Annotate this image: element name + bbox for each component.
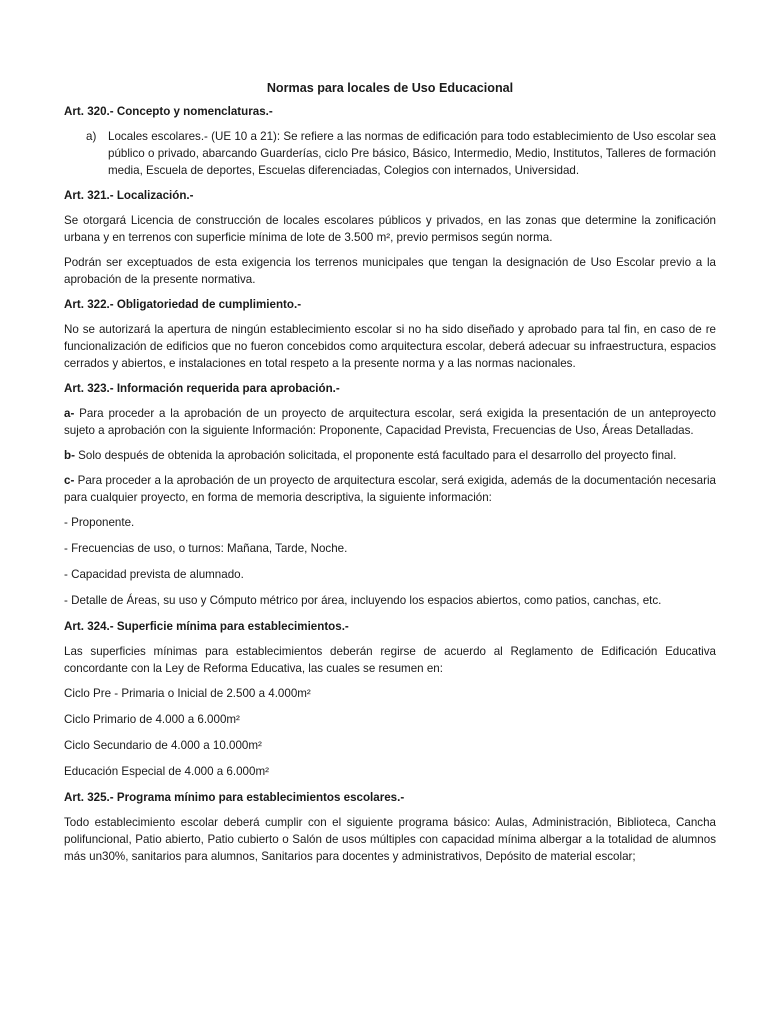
art-323-paragraph-c (64, 472, 716, 506)
clause-label-b: b- (64, 449, 75, 462)
info-item-areas: - Detalle de Áreas, su uso y Cómputo métrico por área, incluyendo los espacios abiertos, como patios, canchas, etc. (64, 594, 662, 607)
range-pre-primaria: Ciclo Pre - Primaria o Inicial de 2.500 a 4.000m² (64, 687, 311, 700)
range-educacion-especial: Educación Especial de 4.000 a 6.000m² (64, 765, 269, 778)
info-item-capacidad: - Capacidad prevista de alumnado. (64, 568, 244, 581)
art-325-heading: Art. 325.- Programa mínimo para establecimientos escolares.- (64, 791, 405, 804)
art-324-heading: Art. 324.- Superficie mínima para establecimientos.- (64, 620, 349, 633)
clause-text-a: Para proceder a la aprobación de un proyecto de arquitectura escolar, será exigida la presentación de un anteproyecto sujeto a aprobación con la siguiente Información: Proponente, Capacidad Prevista, Frecuencias de Uso, Áreas Detalladas. (64, 407, 716, 437)
range-secundario: Ciclo Secundario de 4.000 a 10.000m² (64, 739, 262, 752)
list-marker: a) (86, 130, 97, 143)
clause-text-c: Para proceder a la aprobación de un proyecto de arquitectura escolar, será exigida, además de la documentación necesaria para cualquier proyecto, en forma de memoria descriptiva, la siguiente información: (64, 474, 716, 504)
art-321-paragraph-2: Podrán ser exceptuados de esta exigencia los terrenos municipales que tengan la designación de Uso Escolar previo a la aprobación de la presente normativa. (64, 256, 716, 286)
art-323-paragraph-a (64, 405, 716, 439)
art-322-paragraph-1: No se autorizará la apertura de ningún establecimiento escolar si no ha sido diseñado y aprobado para tal fin, en caso de re funcionalización de edificios que no fueron concebidos como arquitectura escolar, deberá adecuar su infraestructura, espacios cerrados y abiertos, e instalaciones en total respeto a la presente norma y a las normas nacionales. (64, 323, 716, 370)
art-324-paragraph-1: Las superficies mínimas para establecimientos deberán regirse de acuerdo al Reglamento de Edificación Educativa concordante con la Ley de Reforma Educativa, las cuales se resumen en: (64, 645, 716, 675)
art-321-paragraph-1: Se otorgará Licencia de construcción de locales escolares públicos y privados, en las zonas que determine la zonificación urbana y en terrenos con superficie mínima de lote de 3.500 m², previo permisos según norma. (64, 214, 716, 244)
list-item-text: Locales escolares.- (UE 10 a 21): Se refiere a las normas de edificación para todo establecimiento de Uso escolar sea público o privado, abarcando Guarderías, ciclo Pre básico, Básico, Intermedio, Medio, Institutos, Talleres de formación media, Escuela de deportes, Escuelas diferenciadas, Colegios con internados, Universidad. (108, 130, 716, 177)
info-item-proponente: - Proponente. (64, 516, 135, 529)
range-primario: Ciclo Primario de 4.000 a 6.000m² (64, 713, 240, 726)
art-323-paragraph-b (64, 447, 716, 464)
art-321-heading: Art. 321.- Localización.- (64, 189, 194, 202)
art-320-item-a (64, 128, 716, 179)
clause-label-a: a- (64, 407, 75, 420)
art-322-heading: Art. 322.- Obligatoriedad de cumplimiento.- (64, 298, 302, 311)
art-320-heading: Art. 320.- Concepto y nomenclaturas.- (64, 105, 273, 118)
art-320-list (64, 128, 716, 179)
art-323-heading: Art. 323.- Información requerida para aprobación.- (64, 382, 340, 395)
clause-text-b: Solo después de obtenida la aprobación solicitada, el proponente está facultado para el desarrollo del proyecto final. (74, 449, 677, 462)
clause-label-c: c- (64, 474, 75, 487)
info-item-frecuencias: - Frecuencias de uso, o turnos: Mañana, Tarde, Noche. (64, 542, 348, 555)
document-title: Normas para locales de Uso Educacional (266, 81, 514, 95)
art-325-paragraph-1: Todo establecimiento escolar deberá cumplir con el siguiente programa básico: Aulas, Administración, Biblioteca, Cancha polifuncional, Patio abierto, Patio cubierto o Salón de usos múltiples con capacidad mínima albergar a la totalidad de alumnos más un30%, sanitarios para alumnos, Sanitarios para docentes y administrativos, Depósito de material escolar; (64, 816, 716, 863)
